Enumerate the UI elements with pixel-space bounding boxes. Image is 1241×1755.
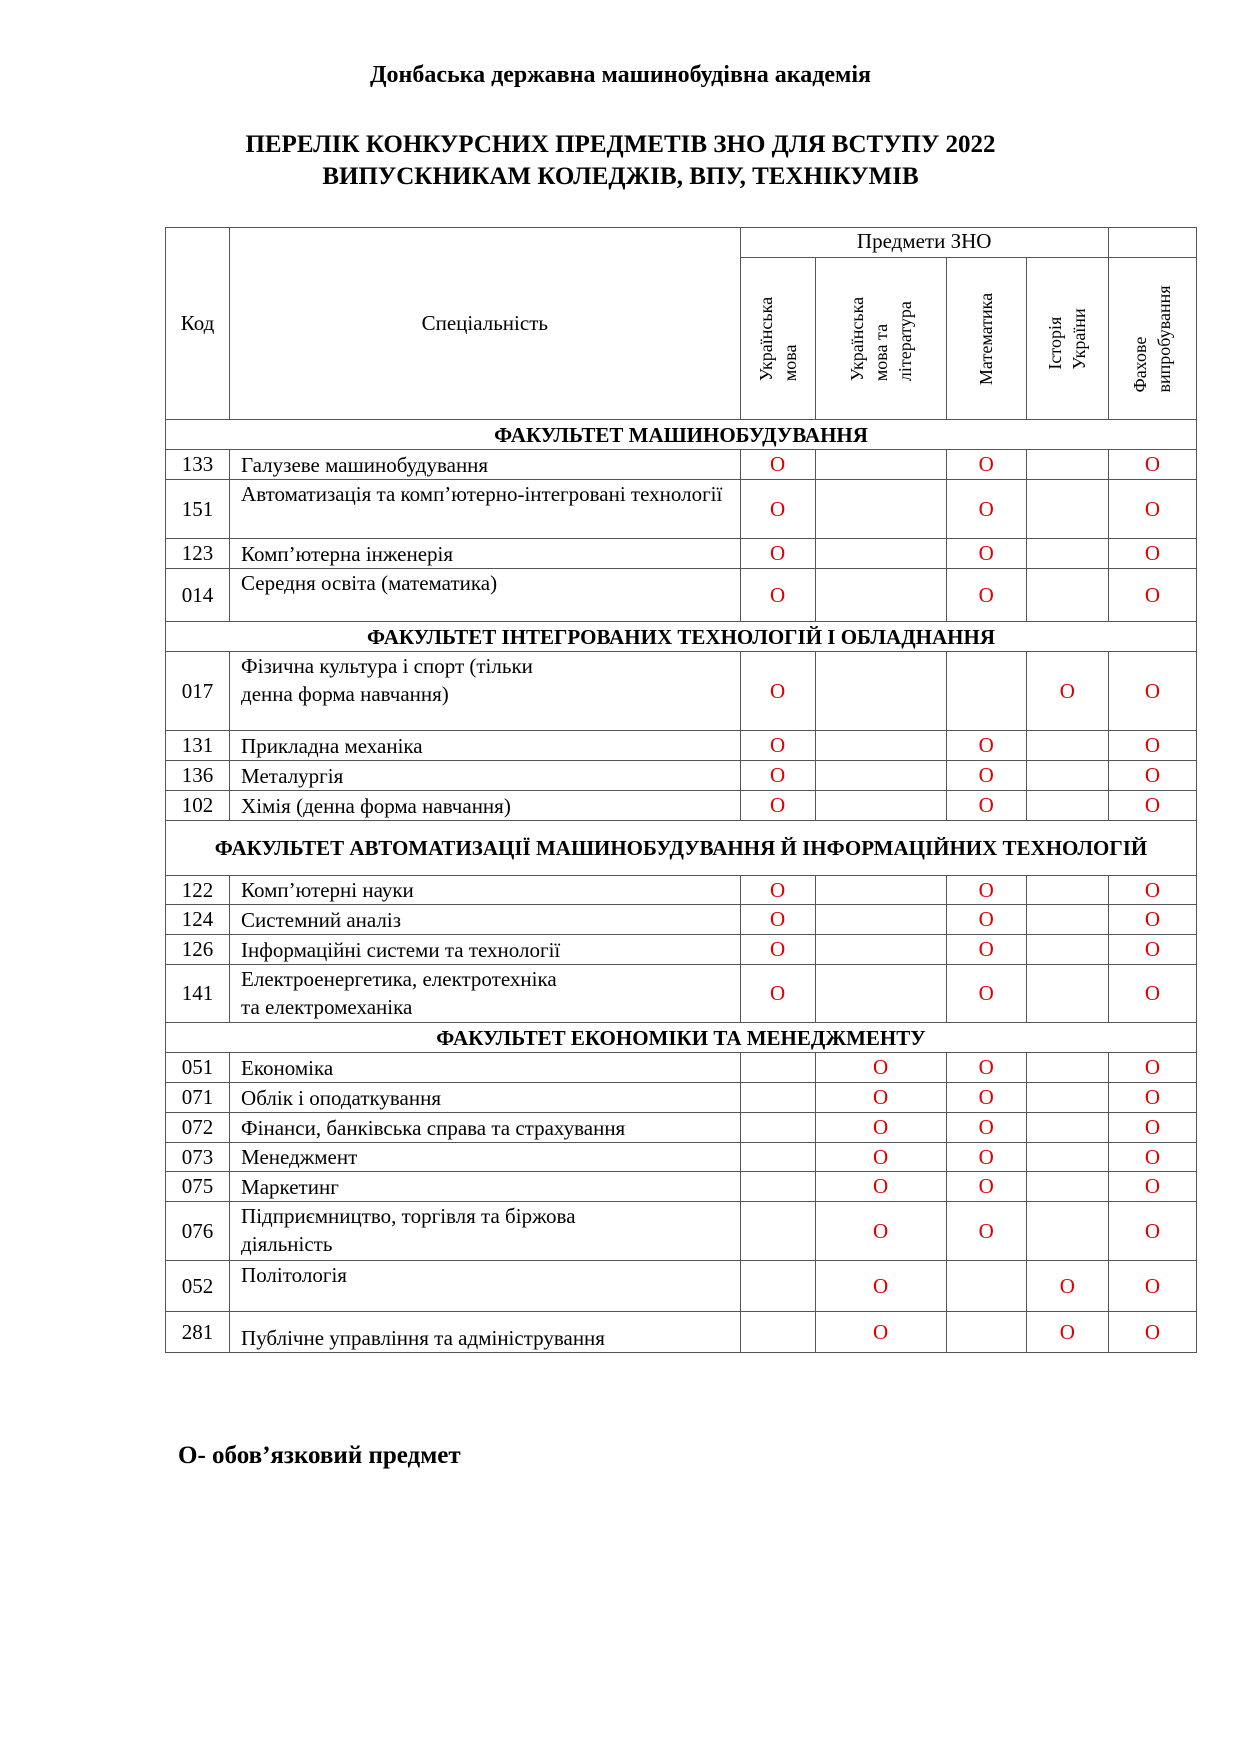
mandatory-mark: О xyxy=(1108,905,1196,935)
mandatory-mark: О xyxy=(740,876,815,905)
specialty-name: Менеджмент xyxy=(230,1143,740,1172)
table-row xyxy=(166,965,1197,1023)
faculty-row xyxy=(166,622,1197,652)
mandatory-mark: О xyxy=(946,539,1026,569)
mandatory-mark: О xyxy=(946,1143,1026,1172)
subject-label xyxy=(1043,308,1091,369)
empty-cell xyxy=(1026,761,1108,791)
column-header-subject xyxy=(1026,258,1108,420)
specialty-code: 136 xyxy=(166,761,230,791)
table-row xyxy=(166,1083,1197,1113)
specialty-code: 123 xyxy=(166,539,230,569)
mandatory-mark: О xyxy=(815,1172,946,1202)
specialty-name: Системний аналіз xyxy=(230,905,740,935)
mandatory-mark: О xyxy=(1108,1172,1196,1202)
specialty-code: 126 xyxy=(166,935,230,965)
specialty-code: 017 xyxy=(166,652,230,731)
specialty-code: 073 xyxy=(166,1143,230,1172)
specialty-code: 051 xyxy=(166,1053,230,1083)
mandatory-mark: О xyxy=(740,761,815,791)
empty-cell xyxy=(1026,1053,1108,1083)
subject-label-line: випробування xyxy=(1154,284,1175,393)
subject-label-line: Українська xyxy=(755,296,776,381)
mandatory-mark: О xyxy=(815,1312,946,1353)
mandatory-mark: О xyxy=(946,935,1026,965)
specialty-name: Фізична культура і спорт (тільки денна форма навчання) xyxy=(230,652,740,731)
column-header-specialty: Спеціальність xyxy=(230,228,740,420)
mandatory-mark: О xyxy=(815,1053,946,1083)
empty-cell xyxy=(1026,1083,1108,1113)
mandatory-mark: О xyxy=(946,791,1026,821)
column-header-code: Код xyxy=(166,228,230,420)
specialty-name: Автоматизація та комп’ютерно-інтегровані технології xyxy=(230,480,740,539)
mandatory-mark: О xyxy=(1108,876,1196,905)
mandatory-mark: О xyxy=(1108,1312,1196,1353)
specialty-name: Економіка xyxy=(230,1053,740,1083)
subject-label-line: України xyxy=(1069,307,1090,370)
institution-name: Донбаська державна машинобудівна академія xyxy=(369,62,871,88)
mandatory-mark: О xyxy=(946,569,1026,622)
mandatory-mark: О xyxy=(946,905,1026,935)
empty-cell xyxy=(1026,791,1108,821)
table-row xyxy=(166,652,1197,731)
column-header-subject xyxy=(946,258,1026,420)
empty-cell xyxy=(815,935,946,965)
table-row xyxy=(166,569,1197,622)
specialty-name: Електроенергетика, електротехніка та електромеханіка xyxy=(230,965,740,1023)
column-header-subject xyxy=(740,258,815,420)
empty-cell xyxy=(1026,935,1108,965)
empty-cell xyxy=(1026,539,1108,569)
faculty-row xyxy=(166,821,1197,876)
specialty-code: 072 xyxy=(166,1113,230,1143)
table-row xyxy=(166,539,1197,569)
table-row xyxy=(166,905,1197,935)
document-title xyxy=(0,129,1241,193)
faculty-name: ФАКУЛЬТЕТ ІНТЕГРОВАНИХ ТЕХНОЛОГІЙ І ОБЛАДНАННЯ xyxy=(166,622,1197,652)
specialty-name: Маркетинг xyxy=(230,1172,740,1202)
table-row xyxy=(166,761,1197,791)
specialty-code: 075 xyxy=(166,1172,230,1202)
mandatory-mark: О xyxy=(1026,1261,1108,1312)
specialty-code: 014 xyxy=(166,569,230,622)
table-row xyxy=(166,1053,1197,1083)
specialty-code: 076 xyxy=(166,1202,230,1261)
column-group-zno-subjects: Предмети ЗНО xyxy=(740,228,1108,258)
specialty-name: Середня освіта (математика) xyxy=(230,569,740,622)
empty-cell xyxy=(815,905,946,935)
subject-label xyxy=(974,292,998,384)
mandatory-mark: О xyxy=(1108,731,1196,761)
empty-cell xyxy=(815,965,946,1023)
table-row xyxy=(166,1143,1197,1172)
mandatory-mark: О xyxy=(1026,1312,1108,1353)
subject-label-line: література xyxy=(894,300,915,381)
mandatory-mark: О xyxy=(815,1113,946,1143)
specialty-code: 141 xyxy=(166,965,230,1023)
table-row xyxy=(166,731,1197,761)
mandatory-mark: О xyxy=(946,876,1026,905)
mandatory-mark: О xyxy=(946,761,1026,791)
empty-cell xyxy=(1026,480,1108,539)
mandatory-mark: О xyxy=(1108,480,1196,539)
empty-cell xyxy=(815,731,946,761)
empty-cell xyxy=(1026,1113,1108,1143)
table-row xyxy=(166,791,1197,821)
specialty-code: 131 xyxy=(166,731,230,761)
mandatory-mark: О xyxy=(740,791,815,821)
mandatory-mark: О xyxy=(946,1202,1026,1261)
table-row xyxy=(166,876,1197,905)
mandatory-mark: О xyxy=(1108,1202,1196,1261)
specialty-name: Політологія xyxy=(230,1261,740,1312)
subject-label-line: Українська xyxy=(846,296,867,381)
mandatory-mark: О xyxy=(815,1143,946,1172)
specialty-code: 281 xyxy=(166,1312,230,1353)
specialty-name: Комп’ютерні науки xyxy=(230,876,740,905)
mandatory-mark: О xyxy=(1108,450,1196,480)
table-row xyxy=(166,1261,1197,1312)
empty-cell xyxy=(946,652,1026,731)
empty-cell xyxy=(740,1312,815,1353)
mandatory-mark: О xyxy=(946,965,1026,1023)
mandatory-mark: О xyxy=(1108,539,1196,569)
mandatory-mark: О xyxy=(1108,1261,1196,1312)
subject-label xyxy=(845,296,917,380)
specialty-code: 122 xyxy=(166,876,230,905)
mandatory-mark: О xyxy=(1108,791,1196,821)
mandatory-mark: О xyxy=(1108,965,1196,1023)
mandatory-mark: О xyxy=(1108,1083,1196,1113)
table-row xyxy=(166,1202,1197,1261)
subject-label-line: Історія xyxy=(1045,316,1066,370)
mandatory-mark: О xyxy=(815,1083,946,1113)
mandatory-mark: О xyxy=(1108,935,1196,965)
specialty-name: Підприємництво, торгівля та біржова діяльність xyxy=(230,1202,740,1261)
mandatory-mark: О xyxy=(1108,1113,1196,1143)
faculty-name: ФАКУЛЬТЕТ МАШИНОБУДУВАННЯ xyxy=(166,420,1197,450)
specialty-code: 151 xyxy=(166,480,230,539)
mandatory-mark: О xyxy=(1108,652,1196,731)
empty-cell xyxy=(815,450,946,480)
empty-cell xyxy=(1026,1143,1108,1172)
empty-cell xyxy=(946,1312,1026,1353)
specialty-name: Комп’ютерна інженерія xyxy=(230,539,740,569)
empty-cell xyxy=(740,1202,815,1261)
subject-label-line: Фахове xyxy=(1130,336,1151,393)
empty-cell xyxy=(1026,1202,1108,1261)
subjects-table xyxy=(165,227,1197,1353)
legend-note: О- обов’язковий предмет xyxy=(178,1442,461,1469)
empty-cell xyxy=(1026,569,1108,622)
subject-label xyxy=(1128,285,1176,392)
mandatory-mark: О xyxy=(946,480,1026,539)
document-title-line-2: ВИПУСКНИКАМ КОЛЕДЖІВ, ВПУ, ТЕХНІКУМІВ xyxy=(322,163,919,190)
subject-label-line: Математика xyxy=(976,292,997,385)
empty-cell xyxy=(815,652,946,731)
empty-cell xyxy=(946,1261,1026,1312)
mandatory-mark: О xyxy=(1108,761,1196,791)
mandatory-mark: О xyxy=(740,450,815,480)
empty-cell xyxy=(1026,965,1108,1023)
mandatory-mark: О xyxy=(946,1053,1026,1083)
mandatory-mark: О xyxy=(740,652,815,731)
mandatory-mark: О xyxy=(1108,1143,1196,1172)
mandatory-mark: О xyxy=(815,1202,946,1261)
specialty-name: Інформаційні системи та технології xyxy=(230,935,740,965)
mandatory-mark: О xyxy=(740,569,815,622)
mandatory-mark: О xyxy=(1026,652,1108,731)
empty-cell xyxy=(815,791,946,821)
specialty-name: Металургія xyxy=(230,761,740,791)
specialty-name: Хімія (денна форма навчання) xyxy=(230,791,740,821)
empty-cell xyxy=(740,1261,815,1312)
specialty-code: 133 xyxy=(166,450,230,480)
mandatory-mark: О xyxy=(740,905,815,935)
specialty-code: 124 xyxy=(166,905,230,935)
subject-label-line: мова та xyxy=(870,323,891,381)
mandatory-mark: О xyxy=(740,539,815,569)
specialty-code: 052 xyxy=(166,1261,230,1312)
table-row xyxy=(166,1312,1197,1353)
mandatory-mark: О xyxy=(946,1113,1026,1143)
specialty-name: Публічне управління та адміністрування xyxy=(230,1312,740,1353)
specialty-code: 071 xyxy=(166,1083,230,1113)
empty-cell xyxy=(815,480,946,539)
table-row xyxy=(166,480,1197,539)
subject-label xyxy=(754,296,802,380)
mandatory-mark: О xyxy=(946,450,1026,480)
column-group-empty xyxy=(1108,228,1196,258)
table-row xyxy=(166,1113,1197,1143)
specialty-name: Фінанси, банківська справа та страхування xyxy=(230,1113,740,1143)
table-body xyxy=(166,420,1197,1353)
empty-cell xyxy=(1026,450,1108,480)
table-row xyxy=(166,935,1197,965)
empty-cell xyxy=(815,761,946,791)
empty-cell xyxy=(740,1083,815,1113)
faculty-row xyxy=(166,1023,1197,1053)
empty-cell xyxy=(1026,1172,1108,1202)
empty-cell xyxy=(1026,876,1108,905)
table-row xyxy=(166,450,1197,480)
faculty-name: ФАКУЛЬТЕТ АВТОМАТИЗАЦІЇ МАШИНОБУДУВАННЯ Й ІНФОРМАЦІЙНИХ ТЕХНОЛОГІЙ xyxy=(166,821,1197,876)
empty-cell xyxy=(740,1143,815,1172)
table-row xyxy=(166,1172,1197,1202)
document-title-line-1: ПЕРЕЛІК КОНКУРСНИХ ПРЕДМЕТІВ ЗНО ДЛЯ ВСТУПУ 2022 xyxy=(245,131,996,158)
column-header-subject xyxy=(1108,258,1196,420)
mandatory-mark: О xyxy=(740,935,815,965)
mandatory-mark: О xyxy=(946,731,1026,761)
specialty-name: Галузеве машинобудування xyxy=(230,450,740,480)
mandatory-mark: О xyxy=(740,965,815,1023)
column-header-subject xyxy=(815,258,946,420)
subject-label-line: мова xyxy=(779,343,800,381)
mandatory-mark: О xyxy=(740,480,815,539)
faculty-name: ФАКУЛЬТЕТ ЕКОНОМІКИ ТА МЕНЕДЖМЕНТУ xyxy=(166,1023,1197,1053)
mandatory-mark: О xyxy=(740,731,815,761)
specialty-name: Облік і оподаткування xyxy=(230,1083,740,1113)
empty-cell xyxy=(1026,731,1108,761)
empty-cell xyxy=(815,539,946,569)
mandatory-mark: О xyxy=(815,1261,946,1312)
mandatory-mark: О xyxy=(946,1083,1026,1113)
empty-cell xyxy=(815,876,946,905)
empty-cell xyxy=(740,1172,815,1202)
empty-cell xyxy=(815,569,946,622)
empty-cell xyxy=(740,1053,815,1083)
empty-cell xyxy=(1026,905,1108,935)
specialty-code: 102 xyxy=(166,791,230,821)
faculty-row xyxy=(166,420,1197,450)
mandatory-mark: О xyxy=(1108,569,1196,622)
mandatory-mark: О xyxy=(946,1172,1026,1202)
empty-cell xyxy=(740,1113,815,1143)
specialty-name: Прикладна механіка xyxy=(230,731,740,761)
mandatory-mark: О xyxy=(1108,1053,1196,1083)
